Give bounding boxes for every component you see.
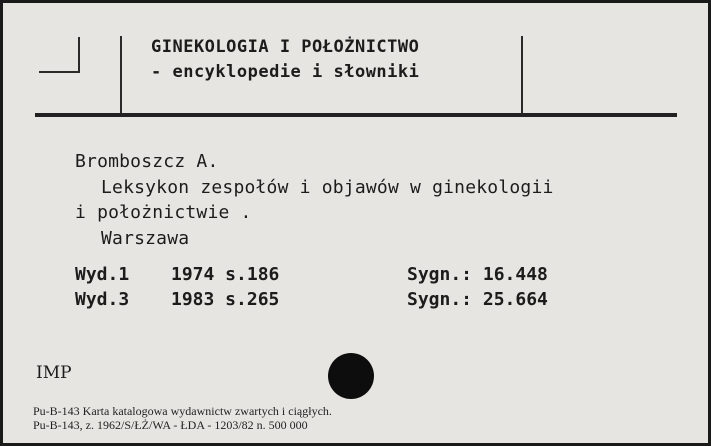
edition-year-pages: 1974 s.186 [171, 264, 280, 285]
author: Bromboszcz A. [75, 151, 219, 172]
footer-line-1: Pu-B-143 Karta katalogowa wydawnictw zwartych i ciągłych. [33, 404, 332, 418]
catalog-card [3, 3, 708, 443]
publication-place: Warszawa [101, 228, 190, 249]
frame-corner-line [39, 71, 80, 73]
book-title-line-1: Leksykon zespołów i objawów w ginekologii [101, 177, 554, 198]
footer-line-2: Pu-B-143, z. 1962/S/ŁŻ/WA - ŁDA - 1203/82 n. 500 000 [33, 418, 308, 432]
edition-year-pages: 1983 s.265 [171, 289, 280, 310]
edition-label: Wyd.3 [75, 289, 130, 310]
subject-subheading: - encyklopedie i słowniki [151, 62, 420, 82]
imp-stamp: IMP [36, 363, 72, 383]
edition-signature: Sygn.: 16.448 [407, 264, 548, 285]
punch-hole [328, 353, 374, 399]
header-divider [35, 113, 677, 117]
subject-heading: GINEKOLOGIA I POŁOŻNICTWO [151, 37, 420, 57]
edition-signature: Sygn.: 25.664 [407, 289, 548, 310]
book-title-line-2: i położnictwie . [75, 202, 252, 223]
edition-label: Wyd.1 [75, 264, 130, 285]
frame-line-left [120, 36, 122, 114]
frame-line-left-short [78, 37, 80, 73]
frame-line-right [521, 36, 523, 114]
